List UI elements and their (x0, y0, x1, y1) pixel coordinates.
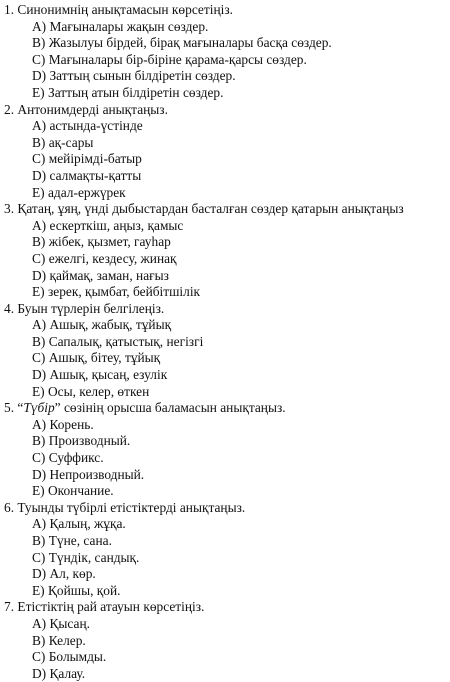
question-5 (4, 400, 450, 500)
question-1-stem (4, 2, 450, 19)
answer-option-d: D) Ашық, қысаң, езулік (32, 367, 168, 383)
answer-option-c: С) Түндік, сандық. (32, 549, 140, 565)
question-text-open-quote: “ (17, 400, 24, 416)
question-4-stem (4, 301, 450, 318)
answer-option-e: Е) Осы, келер, өткен (32, 383, 150, 399)
answer-option-a: А) Қысаң. (32, 615, 90, 631)
question-text: ” сөзінің орысша баламасын анықтаңыз. (54, 400, 286, 416)
answer-option-a: А) астында-үстінде (32, 118, 143, 134)
question-1 (4, 2, 450, 102)
question-6-stem (4, 500, 450, 517)
answer-option-b: В) Производный. (32, 433, 131, 449)
answer-option-d: D) Заттың сынын білдіретін сөздер. (32, 68, 236, 84)
question-2 (4, 102, 450, 202)
answer-option-c: С) Болымды. (32, 649, 107, 665)
question-2-stem (4, 102, 450, 119)
question-number: 5. (4, 400, 15, 416)
answer-option-b: В) Келер. (32, 632, 86, 648)
question-6 (4, 500, 450, 600)
answer-option-a: А) Корень. (32, 416, 94, 432)
question-number: 4. (4, 300, 15, 316)
answer-option-e: Е) Окончание. (32, 483, 114, 499)
answer-option-a: А) Ашық, жабық, тұйық (32, 317, 172, 333)
question-text-emphasis: Түбір (23, 400, 55, 416)
answer-option-b: В) жібек, қызмет, гауһар (32, 234, 171, 250)
answer-option-c: С) мейірімді-батыр (32, 151, 142, 167)
answer-option-c: С) ежелгі, кездесу, жинақ (32, 250, 177, 266)
question-7 (4, 599, 450, 682)
question-number: 7. (4, 599, 15, 615)
answer-option-d: D) Ал, көр. (32, 566, 96, 582)
answer-option-e: Е) Қойшы, қой. (32, 582, 121, 598)
answer-option-e: Е) Заттың атын білдіретін сөздер. (32, 84, 224, 100)
answer-option-d: D) Непроизводный. (32, 466, 145, 482)
answer-option-b: В) ақ-сары (32, 134, 94, 150)
answer-option-c: С) Мағыналары бір-біріне қарама-қарсы сөздер. (32, 51, 307, 67)
question-text: Буын түрлерін белгілеңіз. (17, 300, 165, 316)
question-number: 1. (4, 2, 15, 17)
answer-option-d: D) қаймақ, заман, нағыз (32, 267, 169, 283)
answer-option-d: D) салмақты-қатты (32, 167, 142, 183)
question-number: 3. (4, 201, 15, 217)
answer-option-a: А) Қалың, жұқа. (32, 516, 126, 532)
question-number: 2. (4, 101, 15, 117)
question-number: 6. (4, 499, 15, 515)
question-text: Синонимнің анықтамасын көрсетіңіз. (17, 2, 233, 17)
answer-option-b: В) Жазылуы бірдей, бірақ мағыналары басқа сөздер. (32, 35, 332, 51)
question-4 (4, 301, 450, 401)
answer-option-a: А) Мағыналары жақын сөздер. (32, 18, 209, 34)
answer-option-c: С) Ашық, бітеу, тұйық (32, 350, 161, 366)
question-5-stem (4, 400, 450, 417)
answer-option-b: В) Сапалық, қатыстық, негізгі (32, 333, 204, 349)
answer-option-e: Е) зерек, қымбат, бейбітшілік (32, 284, 201, 300)
answer-option-c: С) Суффикс. (32, 450, 104, 466)
question-text: Туынды түбірлі етістіктерді анықтаңыз. (17, 499, 246, 515)
question-3-stem (4, 201, 450, 218)
question-3 (4, 201, 450, 301)
answer-option-d: D) Қалау. (32, 665, 86, 681)
question-text: Қатаң, ұяң, үнді дыбыстардан басталған сөздер қатарын анықтаңыз (17, 201, 404, 217)
question-text: Етістіктің рай атауын көрсетіңіз. (17, 599, 205, 615)
answer-option-e: Е) адал-ержүрек (32, 184, 126, 200)
answer-option-a: А) ескерткіш, аңыз, қамыс (32, 217, 184, 233)
question-7-stem (4, 599, 450, 616)
answer-option-b: В) Түне, сана. (32, 533, 112, 548)
question-text: Антонимдерді анықтаңыз. (17, 101, 168, 117)
